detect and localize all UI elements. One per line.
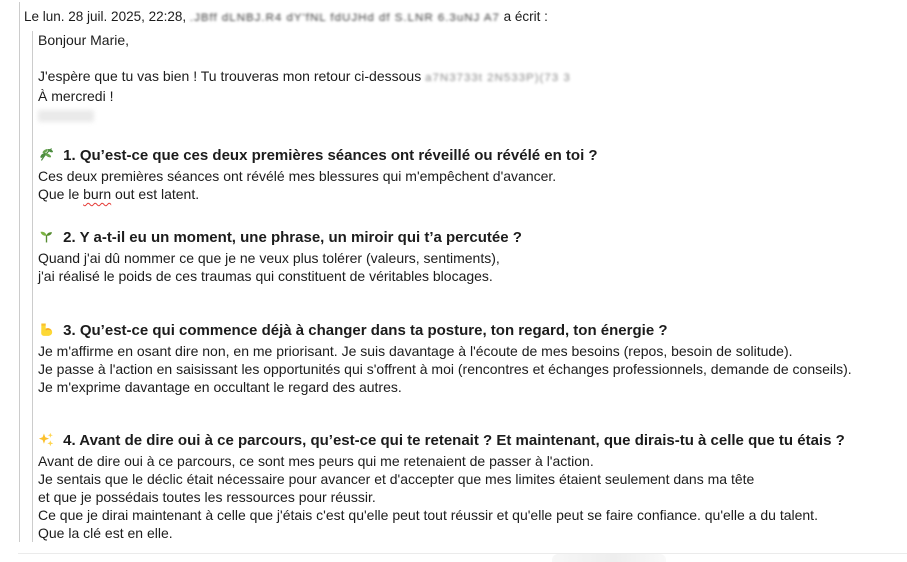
question-3-text: 3. Qu’est-ce qui commence déjà à changer dans ta posture, ton regard, ton énergie ? xyxy=(63,322,668,339)
answer-line: Que la clé est en elle. xyxy=(38,525,173,541)
question-section-3 xyxy=(38,320,907,396)
question-section-4 xyxy=(38,430,907,542)
answer-line: j'ai réalisé le poids de ces traumas qui constituent de véritables blocages. xyxy=(38,268,493,284)
greeting-line: Bonjour Marie, xyxy=(38,32,130,48)
answer-line: Avant de dire oui à ce parcours, ce sont mes peurs qui me retenaient de passer à l'action. xyxy=(38,453,594,469)
sparkles-icon xyxy=(38,431,55,448)
question-4-title xyxy=(38,430,907,452)
question-3-title xyxy=(38,320,907,342)
spell-pre: Que le xyxy=(38,186,84,202)
spell-post: out est latent. xyxy=(111,186,200,202)
attribution-date-text: Le lun. 28 juil. 2025, 22:28, xyxy=(24,9,187,24)
question-section-1 xyxy=(38,145,907,203)
intro-line xyxy=(38,67,907,87)
answer-line: Je passe à l'action en saisissant les opportunités qui s'offrent à moi (rencontres et échanges professionnels, demande de conseils). xyxy=(38,361,852,377)
answer-line: Je m'affirme en osant dire non, en me priorisant. Je suis davantage à l'écoute de mes besoins (repos, besoin de solitude). xyxy=(38,343,793,359)
answer-line: Ce que je dirai maintenant à celle que j'étais c'est qu'elle peut tout réussir et qu'elle peut se faire confiance. qu'elle a du talent. xyxy=(38,507,818,523)
horizontal-scrollbar-thumb[interactable] xyxy=(552,554,666,562)
question-section-2 xyxy=(38,227,907,285)
quoted-message-body xyxy=(32,31,907,542)
answer-line: Ces deux premières séances ont révélé mes blessures qui m'empêchent d'avancer. xyxy=(38,168,557,184)
answer-line-spellchecked xyxy=(38,185,907,203)
quote-attribution-line xyxy=(24,8,907,27)
redacted-signature xyxy=(38,110,94,122)
content-bottom-divider xyxy=(18,553,907,554)
question-2-title xyxy=(38,227,907,249)
answer-line: Quand j'ai dû nommer ce que je ne veux plus tolérer (valeurs, sentiments), xyxy=(38,250,500,266)
blank-line xyxy=(38,49,907,67)
redacted-text: a7N3733t 2N533P)(73 3 xyxy=(425,72,571,84)
question-1-title xyxy=(38,145,907,167)
intro-text: J'espère que tu vas bien ! Tu trouveras mon retour ci-dessous xyxy=(38,68,426,84)
question-4-text: 4. Avant de dire oui à ce parcours, qu’est-ce qui te retenait ? Et maintenant, que dirais-tu à celle que tu étais ? xyxy=(63,432,845,449)
closing-line: À mercredi ! xyxy=(38,88,114,104)
gmail-quote-container xyxy=(19,2,907,542)
redacted-sender: .JBff dLNBJ.R4 dY'fNL fdUJHd df S.LNR 6.3uNJ A7 xyxy=(189,12,500,24)
herb-icon xyxy=(38,146,55,163)
answer-line: Je sentais que le déclic était nécessaire pour avancer et d'accepter que mes limites étaient seulement dans ma tête xyxy=(38,471,755,487)
answer-line: et que je possédais toutes les ressources pour réussir. xyxy=(38,489,376,505)
misspelled-word: burn xyxy=(83,186,112,202)
attribution-suffix: a écrit : xyxy=(503,9,548,24)
seedling-icon xyxy=(38,228,55,245)
flexed-biceps-icon xyxy=(38,321,55,338)
answer-line: Je m'exprime davantage en occultant le regard des autres. xyxy=(38,379,402,395)
question-1-text: 1. Qu’est-ce que ces deux premières séances ont réveillé ou révélé en toi ? xyxy=(63,147,598,164)
question-2-text: 2. Y a-t-il eu un moment, une phrase, un miroir qui t’a percutée ? xyxy=(63,229,522,246)
